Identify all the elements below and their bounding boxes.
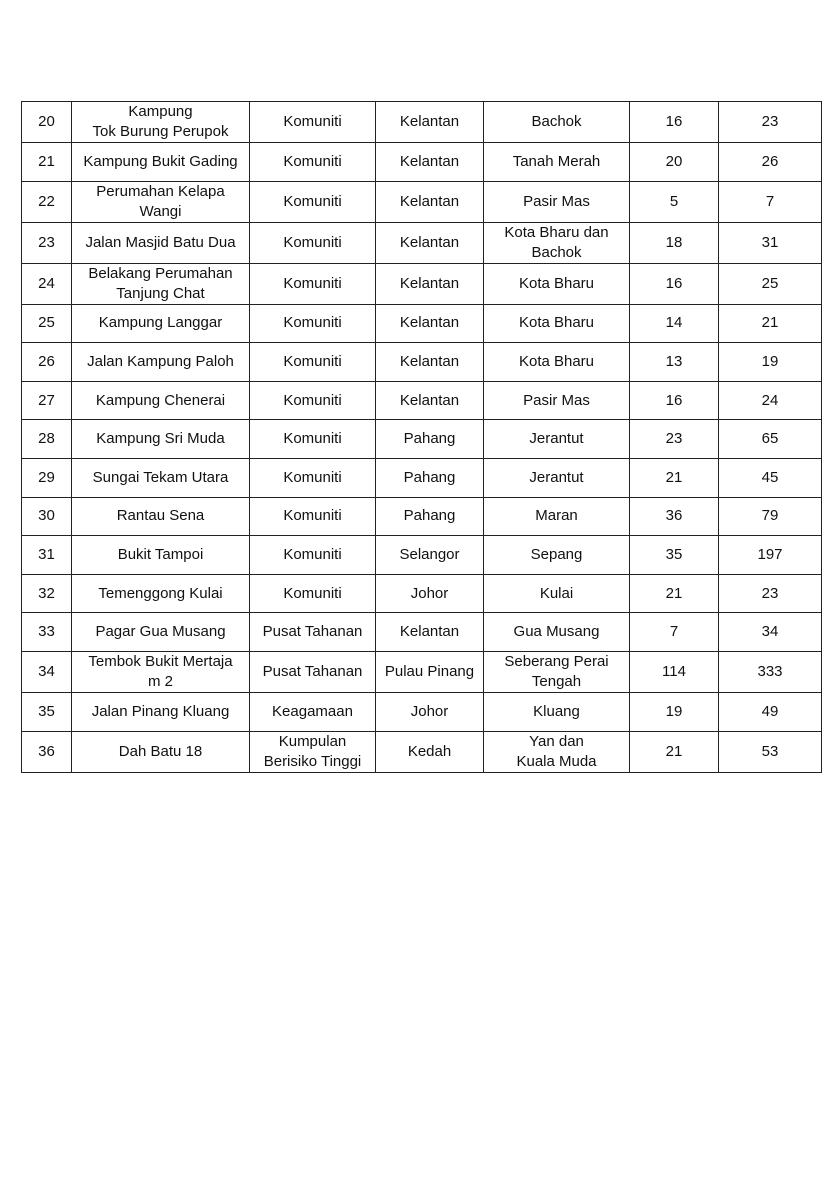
district: Bachok (484, 102, 630, 143)
value-2: 34 (719, 613, 822, 652)
value-1: 23 (630, 420, 719, 459)
cluster-name: Jalan Kampung Paloh (72, 343, 250, 382)
district: Tanah Merah (484, 143, 630, 182)
value-2: 31 (719, 222, 822, 263)
table-row (22, 613, 822, 652)
district: Sepang (484, 536, 630, 575)
table-row (22, 381, 822, 420)
value-1: 36 (630, 497, 719, 536)
cluster-name: Kampung Chenerai (72, 381, 250, 420)
district: Jerantut (484, 458, 630, 497)
cluster-category: Komuniti (250, 222, 376, 263)
district: Kota Bharu (484, 263, 630, 304)
district: Jerantut (484, 420, 630, 459)
table-row (22, 731, 822, 772)
state: Pulau Pinang (376, 651, 484, 692)
state: Johor (376, 692, 484, 731)
row-number: 30 (22, 497, 72, 536)
cluster-name: Bukit Tampoi (72, 536, 250, 575)
value-2: 79 (719, 497, 822, 536)
district: Pasir Mas (484, 381, 630, 420)
cluster-name: Rantau Sena (72, 497, 250, 536)
district: Seberang Perai Tengah (484, 651, 630, 692)
state: Selangor (376, 536, 484, 575)
row-number: 32 (22, 574, 72, 613)
table-row (22, 536, 822, 575)
cluster-category: Komuniti (250, 458, 376, 497)
cluster-name: Kampung Bukit Gading (72, 143, 250, 182)
value-1: 16 (630, 263, 719, 304)
cluster-category: Keagamaan (250, 692, 376, 731)
cluster-name: Jalan Pinang Kluang (72, 692, 250, 731)
cluster-category: Komuniti (250, 381, 376, 420)
state: Kelantan (376, 181, 484, 222)
cluster-category: Komuniti (250, 536, 376, 575)
cluster-name: Tembok Bukit Mertaja m 2 (72, 651, 250, 692)
cluster-table (21, 101, 822, 773)
state: Pahang (376, 497, 484, 536)
value-1: 19 (630, 692, 719, 731)
value-2: 197 (719, 536, 822, 575)
row-number: 22 (22, 181, 72, 222)
cluster-category: Komuniti (250, 304, 376, 343)
state: Pahang (376, 458, 484, 497)
value-2: 23 (719, 574, 822, 613)
cluster-category: Kumpulan Berisiko Tinggi (250, 731, 376, 772)
state: Kelantan (376, 304, 484, 343)
value-1: 21 (630, 458, 719, 497)
table-row (22, 304, 822, 343)
value-2: 25 (719, 263, 822, 304)
row-number: 35 (22, 692, 72, 731)
state: Pahang (376, 420, 484, 459)
cluster-name: Jalan Masjid Batu Dua (72, 222, 250, 263)
row-number: 24 (22, 263, 72, 304)
district: Kota Bharu (484, 343, 630, 382)
state: Kelantan (376, 613, 484, 652)
value-2: 21 (719, 304, 822, 343)
state: Kelantan (376, 143, 484, 182)
table-row (22, 458, 822, 497)
district: Maran (484, 497, 630, 536)
table-row (22, 181, 822, 222)
value-2: 24 (719, 381, 822, 420)
value-1: 13 (630, 343, 719, 382)
cluster-name: Sungai Tekam Utara (72, 458, 250, 497)
cluster-category: Komuniti (250, 143, 376, 182)
value-1: 20 (630, 143, 719, 182)
row-number: 36 (22, 731, 72, 772)
row-number: 27 (22, 381, 72, 420)
value-1: 18 (630, 222, 719, 263)
state: Kelantan (376, 263, 484, 304)
value-2: 23 (719, 102, 822, 143)
table-row (22, 692, 822, 731)
value-1: 16 (630, 102, 719, 143)
cluster-name: Perumahan Kelapa Wangi (72, 181, 250, 222)
value-2: 53 (719, 731, 822, 772)
table-row (22, 263, 822, 304)
value-2: 7 (719, 181, 822, 222)
value-2: 19 (719, 343, 822, 382)
row-number: 20 (22, 102, 72, 143)
row-number: 28 (22, 420, 72, 459)
state: Kedah (376, 731, 484, 772)
row-number: 26 (22, 343, 72, 382)
table-row (22, 574, 822, 613)
cluster-category: Pusat Tahanan (250, 613, 376, 652)
state: Kelantan (376, 102, 484, 143)
district: Yan dan Kuala Muda (484, 731, 630, 772)
cluster-category: Komuniti (250, 102, 376, 143)
table-row (22, 143, 822, 182)
value-2: 65 (719, 420, 822, 459)
row-number: 25 (22, 304, 72, 343)
value-1: 21 (630, 731, 719, 772)
row-number: 31 (22, 536, 72, 575)
value-1: 114 (630, 651, 719, 692)
row-number: 29 (22, 458, 72, 497)
state: Kelantan (376, 222, 484, 263)
value-1: 5 (630, 181, 719, 222)
table-row (22, 497, 822, 536)
value-1: 21 (630, 574, 719, 613)
cluster-category: Komuniti (250, 420, 376, 459)
cluster-name: Temenggong Kulai (72, 574, 250, 613)
district: Kulai (484, 574, 630, 613)
value-1: 16 (630, 381, 719, 420)
value-1: 7 (630, 613, 719, 652)
state: Johor (376, 574, 484, 613)
value-2: 26 (719, 143, 822, 182)
row-number: 34 (22, 651, 72, 692)
table-row (22, 343, 822, 382)
cluster-name: Kampung Tok Burung Perupok (72, 102, 250, 143)
cluster-category: Pusat Tahanan (250, 651, 376, 692)
cluster-category: Komuniti (250, 181, 376, 222)
value-1: 14 (630, 304, 719, 343)
table-body (22, 102, 822, 773)
table-row (22, 102, 822, 143)
table-row (22, 651, 822, 692)
district: Gua Musang (484, 613, 630, 652)
cluster-name: Kampung Sri Muda (72, 420, 250, 459)
value-1: 35 (630, 536, 719, 575)
district: Kluang (484, 692, 630, 731)
cluster-category: Komuniti (250, 343, 376, 382)
cluster-name: Belakang Perumahan Tanjung Chat (72, 263, 250, 304)
table-row (22, 222, 822, 263)
cluster-name: Pagar Gua Musang (72, 613, 250, 652)
value-2: 333 (719, 651, 822, 692)
row-number: 23 (22, 222, 72, 263)
row-number: 21 (22, 143, 72, 182)
district: Kota Bharu (484, 304, 630, 343)
state: Kelantan (376, 343, 484, 382)
state: Kelantan (376, 381, 484, 420)
cluster-category: Komuniti (250, 574, 376, 613)
row-number: 33 (22, 613, 72, 652)
cluster-name: Kampung Langgar (72, 304, 250, 343)
value-2: 49 (719, 692, 822, 731)
table-row (22, 420, 822, 459)
district: Pasir Mas (484, 181, 630, 222)
value-2: 45 (719, 458, 822, 497)
cluster-category: Komuniti (250, 263, 376, 304)
district: Kota Bharu dan Bachok (484, 222, 630, 263)
cluster-category: Komuniti (250, 497, 376, 536)
cluster-name: Dah Batu 18 (72, 731, 250, 772)
